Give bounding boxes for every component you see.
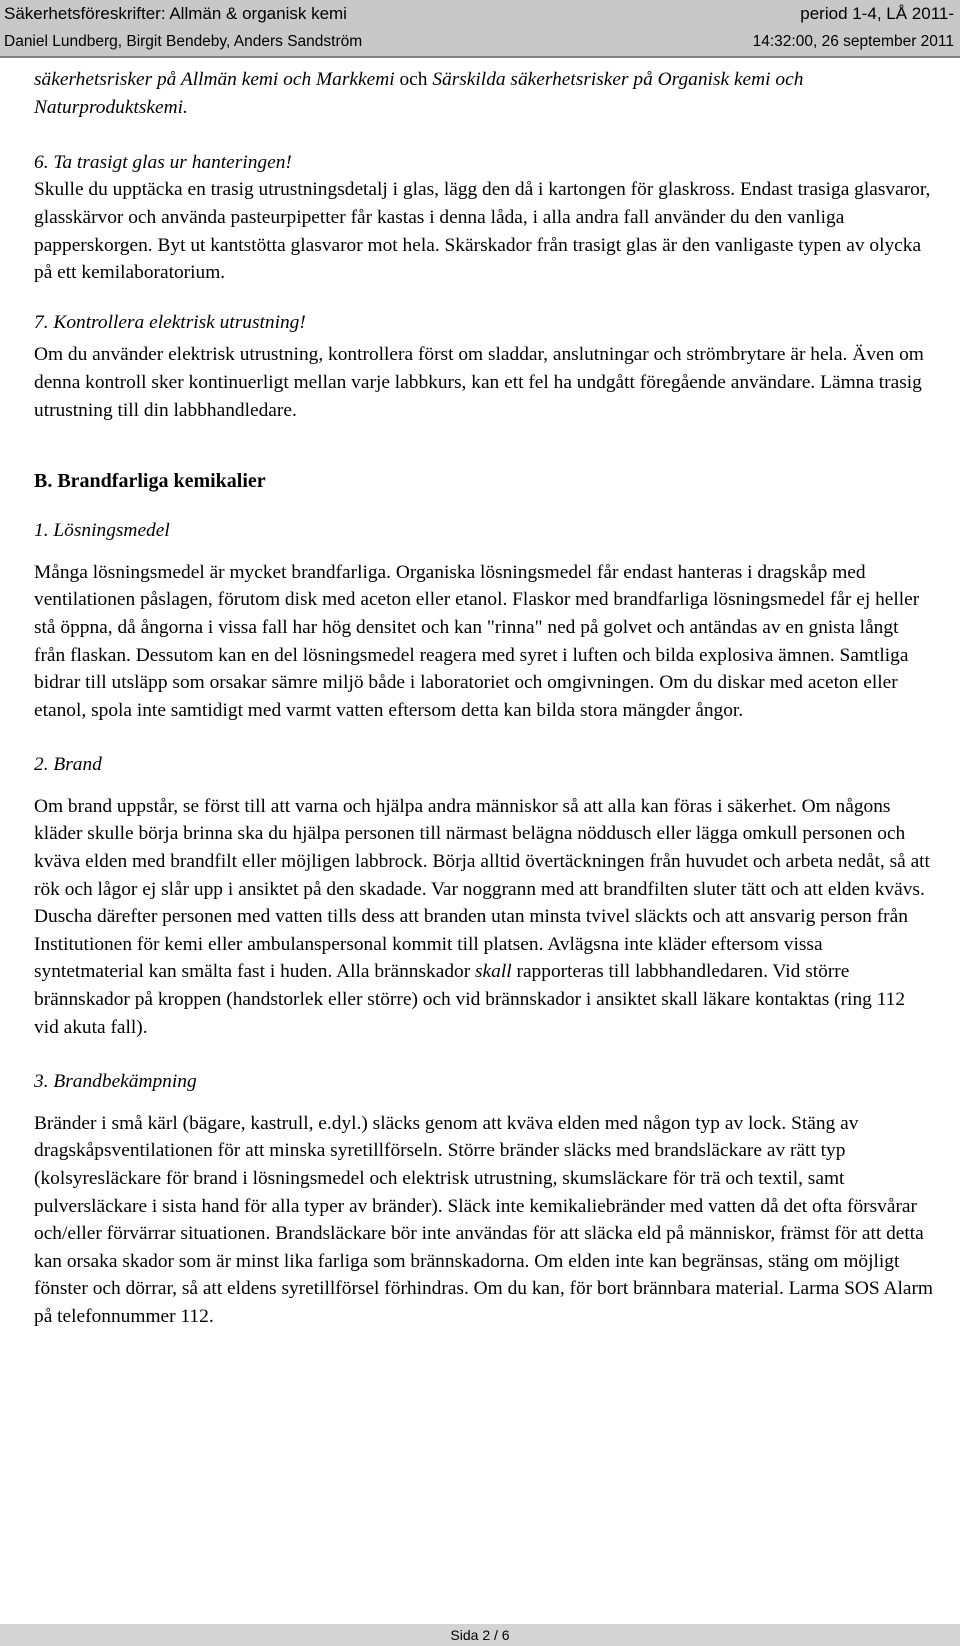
document-title: Säkerhetsföreskrifter: Allmän & organisk kemi — [4, 4, 347, 23]
page-footer — [0, 1624, 960, 1646]
intro-italic-2: Särskilda säkerhetsrisker på Organisk kemi och Naturproduktskemi. — [34, 69, 804, 118]
paragraph-b3: Bränder i små kärl (bägare, kastrull, e.dyl.) släcks genom att kväva elden med någon typ av lock. Stäng av dragskåpsventilationen för att minska syretillförseln. Större bränder släcks med brandsläckare av rätt typ (kolsyresläckare för brand i lösningsmedel och elektrisk utrustning, skumsläckare för trä och textil, samt pulversläckare i sista hand för alla typer av bränder). Släck inte kemikaliebränder med vatten då det ofta försvårar och/eller förvärrar situationen. Brandsläckare bör inte användas för att släcka eld på människor, främst för att detta kan orsaka skador som är minst lika farliga som brännskadorna. Om elden inte kan begränsas, stäng om möjligt fönster och dörrar, så att eldens syretillförsel förhindras. Om du kan, för bort brännbara material. Larma SOS Alarm på telefonnummer 112. — [34, 1112, 933, 1327]
paragraph-b2-emphasis: skall — [475, 961, 512, 983]
page-content — [34, 66, 934, 1331]
heading-b3: 3. Brandbekämpning — [34, 1071, 197, 1093]
heading-7: 7. Kontrollera elektrisk utrustning! — [34, 311, 306, 333]
intro-italic-1: säkerhetsrisker på Allmän kemi och Markkemi — [34, 69, 395, 90]
paragraph-b2 — [34, 793, 934, 1041]
timestamp-label: 14:32:00, 26 september 2011 — [752, 33, 954, 50]
period-label: period 1-4, LÅ 2011- — [800, 4, 954, 23]
intro-paragraph — [34, 66, 934, 121]
intro-connector: och — [394, 69, 433, 90]
subheader-bar — [0, 28, 960, 58]
page-number: Sida 2 / 6 — [450, 1627, 510, 1643]
section-b-heading: B. Brandfarliga kemikalier — [34, 470, 266, 493]
paragraph-b2-part2: rapporteras till labbhandledaren. Vid större brännskador på kroppen (handstorlek eller större) och vid brännskador i ansiktet skall läkare kontaktas (ring 112 vid akuta fall). — [34, 961, 906, 1038]
paragraph-b1: Många lösningsmedel är mycket brandfarliga. Organiska lösningsmedel får endast hanteras i dragskåp med ventilationen påslagen, förutom disk med aceton eller etanol. Flaskor med brandfarliga lösningsmedel får ej heller stå öppna, då ångorna i vissa fall har hög densitet och kan "rinna" ned på golvet och antändas av en gnista långt från flaskan. Dessutom kan en del lösningsmedel reagera med syret i luften och bilda explosiva ämnen. Samtliga bidrar till utsläpp som orsakar sämre miljö både i laboratoriet och omgivningen. Om du diskar med aceton eller etanol, spola inte samtidigt med varmt vatten eftersom detta kan bilda stora mängder ångor. — [34, 561, 920, 721]
heading-b1: 1. Lösningsmedel — [34, 520, 170, 542]
heading-b2: 2. Brand — [34, 754, 102, 776]
authors-label: Daniel Lundberg, Birgit Bendeby, Anders Sandström — [4, 33, 363, 50]
paragraph-7: Om du använder elektrisk utrustning, kontrollera först om sladdar, anslutningar och strömbrytare är hela. Även om denna kontroll sker kontinuerligt mellan varje labbkurs, kan ett fel ha undgått föregående användare. Lämna trasig utrustning till din labbhandledare. — [34, 344, 924, 421]
paragraph-6: Skulle du upptäcka en trasig utrustningsdetalj i glas, lägg den då i kartongen för glaskross. Endast trasiga glasvaror, glasskärvor och använda pasteurpipetter får kastas i denna låda, i alla andra fall använder du den vanliga papperskorgen. Byt ut kantstötta glasvaror mot hela. Skärskador från trasigt glas är den vanligaste typen av olycka på ett kemilaboratorium. — [34, 179, 931, 284]
heading-6: 6. Ta trasigt glas ur hanteringen! — [34, 151, 292, 173]
header-bar — [0, 0, 960, 28]
paragraph-b2-part1: Om brand uppstår, se först till att varna och hjälpa andra människor så att alla kan föras i säkerhet. Om någons kläder skulle börja brinna ska du hjälpa personen till närmast belägna nöddusch eller lägga omkull personen och kväva elden med brandfilt eller möjligen labbrock. Börja alltid övertäckningen från huvudet och arbeta nedåt, så att rök och lågor ej slår upp i ansiktet på den skadade. Var noggrann med att brandfilten sluter tätt och att elden kvävs. Duscha därefter personen med vatten tills dess att branden utan minsta tvivel släckts och att ansvarig person från Institutionen för kemi eller ambulanspersonal kommit till platsen. Avlägsna inte kläder eftersom vissa syntetmaterial kan smälta fast i huden. Alla brännskador — [34, 795, 930, 983]
